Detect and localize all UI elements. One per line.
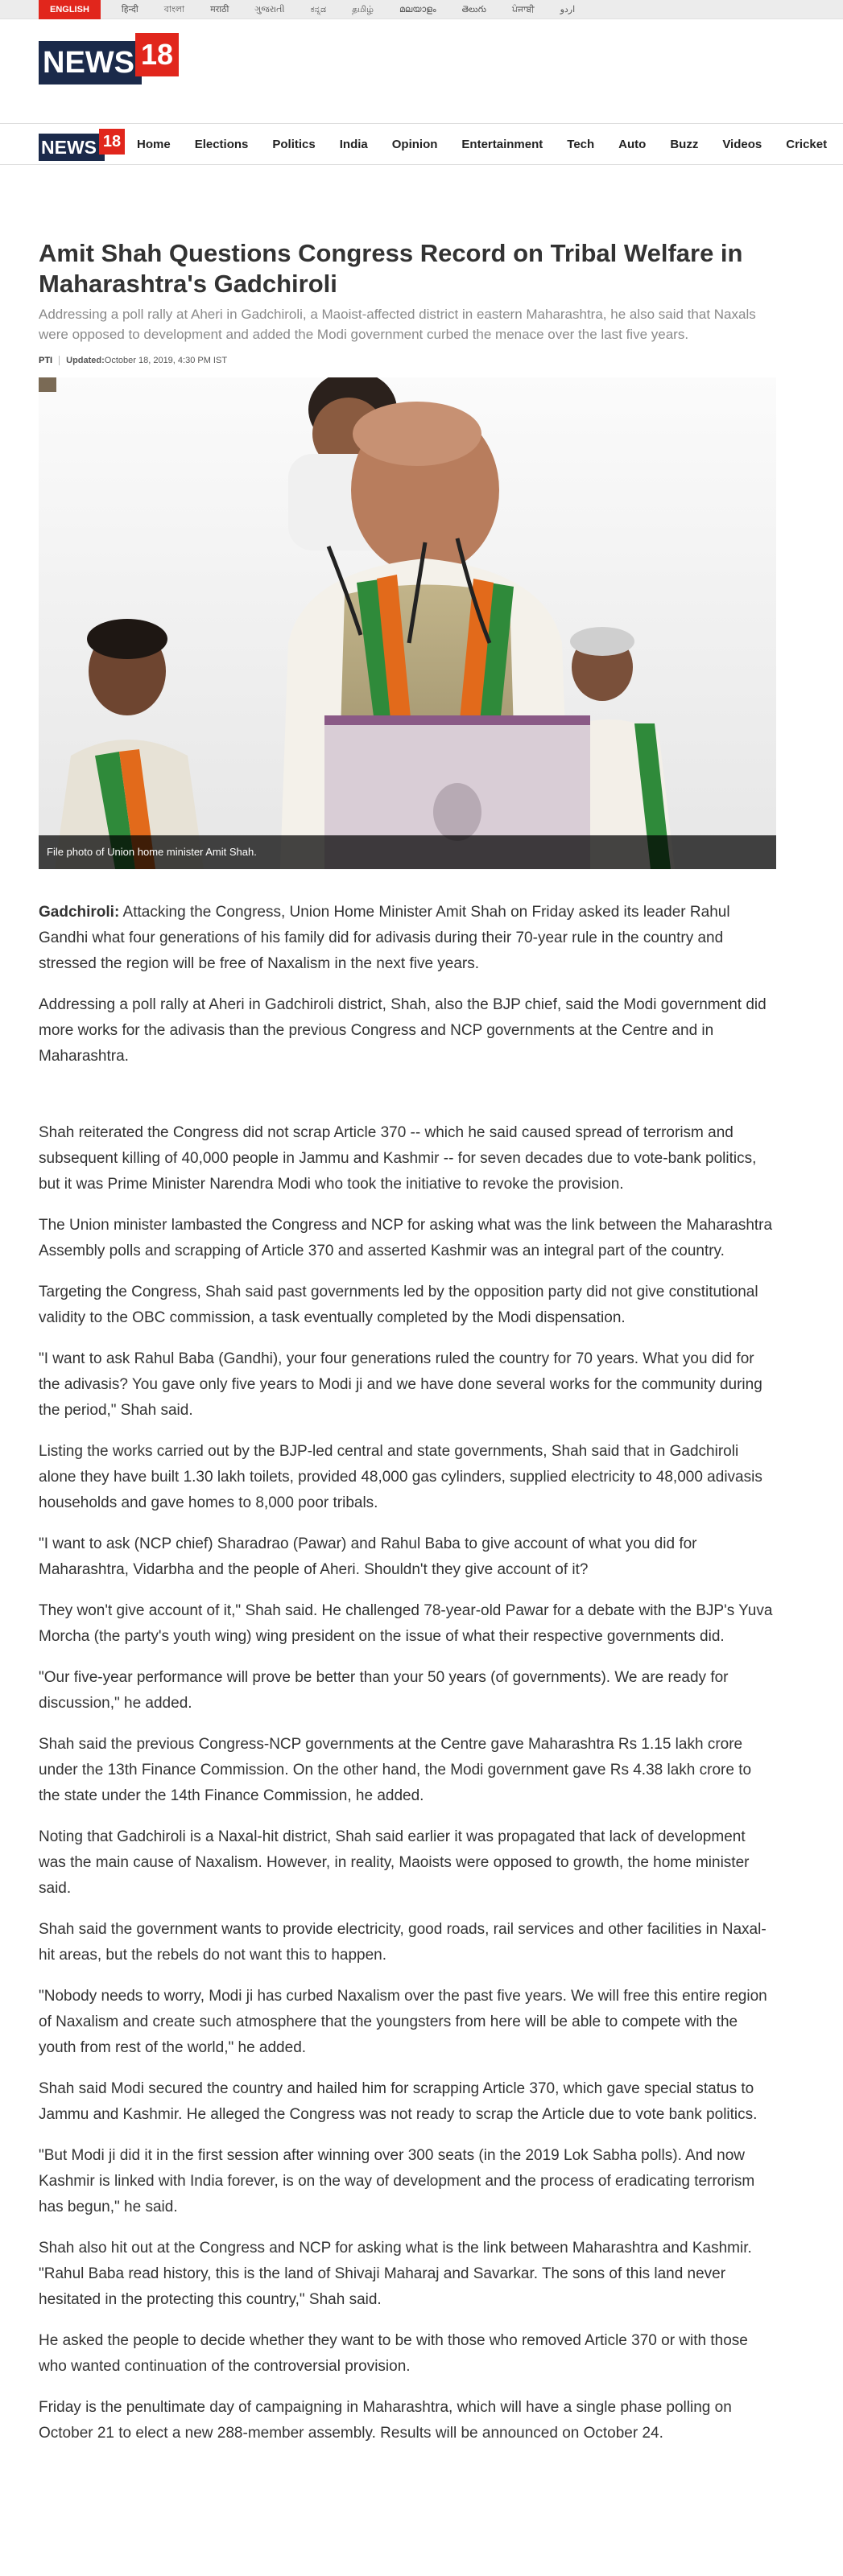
logo-word: NEWS bbox=[39, 41, 142, 84]
paragraph: Listing the works carried out by the BJP-led central and state governments, Shah said that in Gadchiroli alone they have built 1.30 lakh toilets, provided 48,000 gas cylinders, supplied electricity to 48,000 adivasis households and gave homes to 8,000 poor tribals. bbox=[39, 1443, 762, 1511]
photo-caption: File photo of Union home minister Amit Shah. bbox=[39, 835, 776, 869]
nav-logo-word: NEWS bbox=[39, 134, 105, 161]
lang-kannada[interactable]: ಕನ್ನಡ bbox=[310, 4, 327, 14]
nav-india[interactable]: India bbox=[339, 137, 368, 151]
lead-paragraph bbox=[39, 900, 776, 977]
nav-home[interactable]: Home bbox=[137, 137, 171, 151]
lang-english[interactable]: ENGLISH bbox=[39, 0, 101, 19]
lang-malayalam[interactable]: മലയാളം bbox=[399, 4, 436, 14]
byline bbox=[39, 356, 776, 365]
photo-illustration bbox=[39, 377, 776, 869]
paragraph: He asked the people to decide whether they want to be with those who removed Article 370 or with those who wanted continuation of the controversial provision. bbox=[39, 2332, 748, 2375]
paragraph: Shah said the previous Congress-NCP governments at the Centre gave Maharashtra Rs 1.15 lakh crore under the 13th Finance Commission. On the other hand, the Modi government gave Rs 4.38 lakh crore to the state under the 14th Finance Commission, he added. bbox=[39, 1736, 752, 1804]
paragraph: "I want to ask Rahul Baba (Gandhi), your four generations ruled the country for 70 years. What you did for the adivasis? You gave only five years to Modi ji and we have done several works for the community during the period," Shah said. bbox=[39, 1350, 762, 1419]
lang-gujarati[interactable]: ગુજરાતી bbox=[254, 4, 285, 14]
nav-politics[interactable]: Politics bbox=[272, 137, 316, 151]
lang-hindi[interactable]: हिन्दी bbox=[121, 4, 138, 14]
nav-items bbox=[137, 123, 843, 165]
paragraph: "I want to ask (NCP chief) Sharadrao (Pawar) and Rahul Baba to give account of what you did for Maharashtra, Vidarbha and the people of Aheri. Shouldn't they give account of it? bbox=[39, 1535, 697, 1578]
article-source: PTI bbox=[39, 356, 53, 365]
paragraph: "But Modi ji did it in the first session after winning over 300 seats (in the 2019 Lok Sabha polls). And now Kashmir is linked with India forever, is on the way of development and the process of eradicating terrorism has begun," he said. bbox=[39, 2147, 755, 2215]
nav-opinion[interactable]: Opinion bbox=[391, 137, 438, 151]
paragraph: Shah reiterated the Congress did not scrap Article 370 -- which he said caused spread of terrorism and subsequent killing of 40,000 people in Jammu and Kashmir -- for seven decades due to vote-bank politics, but it was Prime Minister Narendra Modi who took the initiative to revoke the provision. bbox=[39, 1124, 757, 1193]
byline-divider bbox=[59, 356, 60, 365]
paragraph: Noting that Gadchiroli is a Naxal-hit district, Shah said earlier it was propagated that lack of development was the main cause of Naxalism. However, in reality, Maoists were opposed to growth, the home minister said. bbox=[39, 1828, 750, 1897]
article-subtitle: Addressing a poll rally at Aheri in Gadchiroli, a Maoist-affected district in eastern Maharashtra, he also said that Naxals were opposed to development and added the Modi government curbed the menace over the last five years. bbox=[39, 307, 756, 342]
nav-cricket[interactable]: Cricket bbox=[786, 137, 828, 151]
updated-time: October 18, 2019, 4:30 PM IST bbox=[104, 356, 228, 365]
article-title: Amit Shah Questions Congress Record on Tribal Welfare in Maharashtra's Gadchiroli bbox=[39, 239, 743, 298]
paragraph: Targeting the Congress, Shah said past governments led by the opposition party did not give constitutional validity to the OBC commission, a task eventually completed by the Modi dispensation. bbox=[39, 1284, 758, 1326]
paragraph: Addressing a poll rally at Aheri in Gadchiroli district, Shah, also the BJP chief, said the Modi government did more works for the adivasis than the previous Congress and NCP governments at the Centre and in Maharashtra. bbox=[39, 996, 767, 1065]
lead-text: Attacking the Congress, Union Home Minister Amit Shah on Friday asked its leader Rahul Gandhi what four generations of his family did for adivasis during their 70-year rule in the country and stressed the region will be free of Naxalism in the next five years. bbox=[39, 904, 730, 972]
paragraph: The Union minister lambasted the Congress and NCP for asking what was the link between the Maharashtra Assembly polls and scrapping of Article 370 and asserted Kashmir was an integral part of the country. bbox=[39, 1217, 773, 1259]
site-logo[interactable] bbox=[39, 33, 179, 84]
lang-telugu[interactable]: తెలుగు bbox=[461, 4, 486, 14]
lang-bengali[interactable]: বাংলা bbox=[163, 4, 185, 14]
lang-urdu[interactable]: اردو bbox=[560, 4, 576, 14]
nav-buzz[interactable]: Buzz bbox=[670, 137, 699, 151]
article-photo[interactable] bbox=[39, 377, 776, 869]
lang-marathi[interactable]: मराठी bbox=[210, 4, 229, 14]
dateline: Gadchiroli: bbox=[39, 904, 120, 921]
logo-number: 18 bbox=[135, 33, 179, 76]
paragraph: Friday is the penultimate day of campaigning in Maharashtra, which will have a single phase polling on October 21 to elect a new 288-member assembly. Results will be announced on October 24. bbox=[39, 2399, 732, 2442]
lang-tamil[interactable]: தமிழ் bbox=[352, 4, 374, 14]
updated-label: Updated: bbox=[66, 356, 105, 365]
paragraph: "Nobody needs to worry, Modi ji has curbed Naxalism over the past five years. We will free this entire region of Naxalism and create such atmosphere that the youngsters from here will be able to compete with the youth from rest of the world," he added. bbox=[39, 1988, 767, 2056]
nav-logo-number: 18 bbox=[99, 129, 125, 155]
paragraph: Shah said the government wants to provide electricity, good roads, rail services and other facilities in Naxal-hit areas, but the rebels do not want this to happen. bbox=[39, 1921, 767, 1964]
paragraph: Shah also hit out at the Congress and NCP for asking what is the link between Maharashtra and Kashmir. "Rahul Baba read history, this is the land of Shivaji Maharaj and Savarkar. The sons of this land never hesitated in the protecting this country," Shah said. bbox=[39, 2240, 752, 2308]
paragraph: Shah said Modi secured the country and hailed him for scrapping Article 370, which gave special status to Jammu and Kashmir. He alleged the Congress was not ready to scrap the Article due to vote bank politics. bbox=[39, 2080, 758, 2123]
paragraph: "Our five-year performance will prove be better than your 50 years (of governments). We are ready for discussion," he added. bbox=[39, 1669, 729, 1712]
nav-videos[interactable]: Videos bbox=[722, 137, 762, 151]
nav-elections[interactable]: Elections bbox=[194, 137, 249, 151]
nav-logo[interactable] bbox=[39, 129, 125, 161]
nav-entertainment[interactable]: Entertainment bbox=[461, 137, 543, 151]
paragraph: They won't give account of it," Shah said. He challenged 78-year-old Pawar for a debate with the BJP's Yuva Morcha (the party's youth wing) wing president on the issue of what their respective governments did. bbox=[39, 1602, 773, 1645]
ad-spacer bbox=[39, 1085, 776, 1120]
nav-tech[interactable]: Tech bbox=[567, 137, 595, 151]
lang-punjabi[interactable]: ਪੰਜਾਬੀ bbox=[511, 4, 535, 14]
nav-auto[interactable]: Auto bbox=[618, 137, 647, 151]
article bbox=[39, 238, 776, 2462]
language-bar bbox=[0, 0, 843, 19]
